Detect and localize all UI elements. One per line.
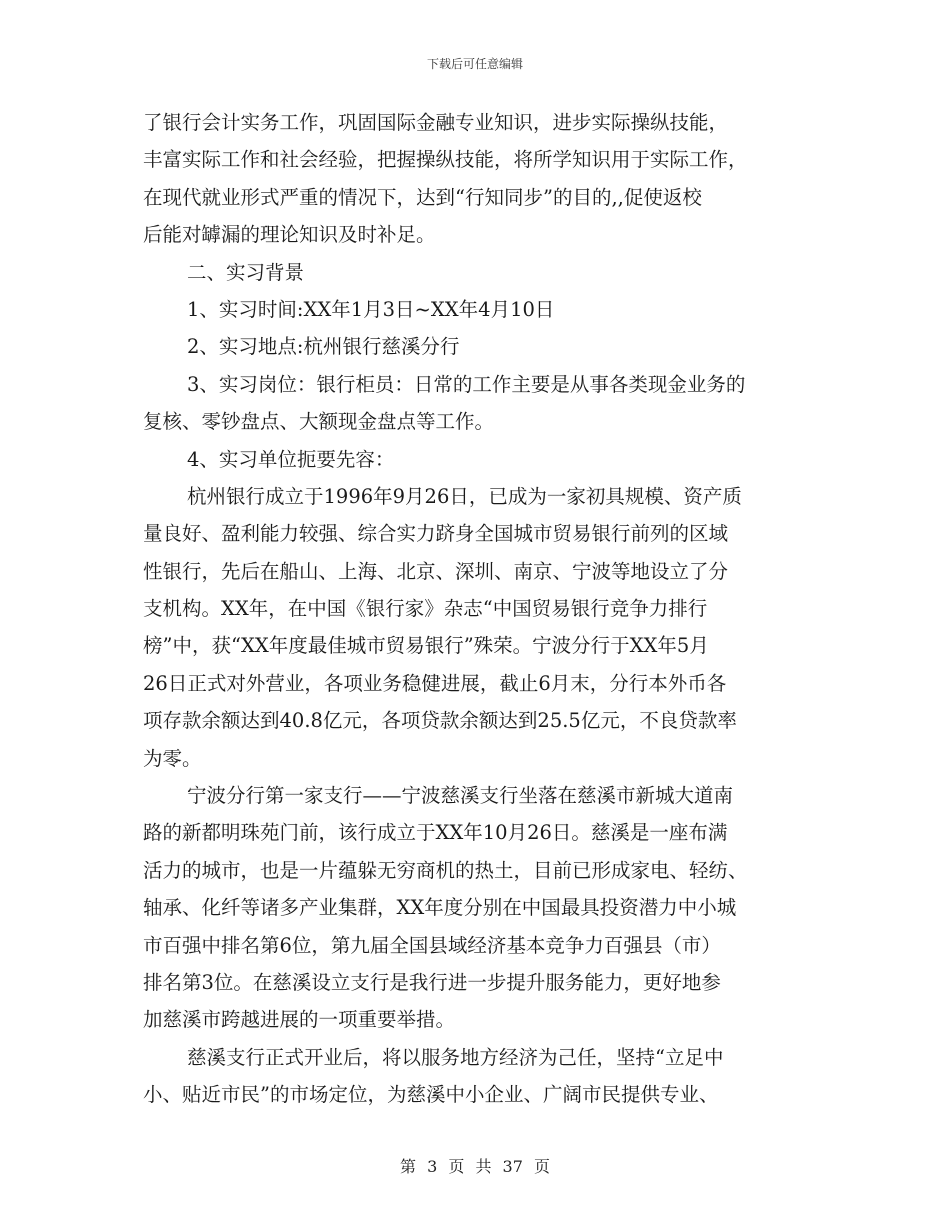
- text-line: 2、实习地点:杭州银行慈溪分行: [187, 335, 460, 359]
- text-line: 路的新都明珠苑门前，该行成立于XX年10月26日。慈溪是一座布满: [143, 821, 728, 845]
- text-line: 复核、零钞盘点、大额现金盘点等工作。: [143, 410, 495, 434]
- page-footer-number: 第 3 页 共 37 页: [400, 1157, 550, 1176]
- text-line: 慈溪支行正式开业后，将以服务地方经济为己任，坚持“立足中: [187, 1045, 724, 1069]
- text-line: 轴承、化纤等诸多产业集群，XX年度分别在中国最具投资潜力中小城: [143, 896, 737, 920]
- text-line: 4、实习单位扼要先容：: [187, 447, 395, 471]
- text-line: 活力的城市，也是一片蕴躲无穷商机的热土，目前已形成家电、轻纺、: [143, 858, 748, 882]
- text-line: 宁波分行第一家支行——宁波慈溪支行坐落在慈溪市新城大道南: [187, 784, 734, 808]
- page-header-note: 下载后可任意编辑: [426, 57, 523, 71]
- text-line: 市百强中排名第6位，第九届全国县域经济基本竞争力百强县（市）: [143, 933, 721, 957]
- text-line: 丰富实际工作和社会经验，把握操纵技能，将所学知识用于实际工作，: [143, 148, 748, 172]
- text-line: 支机构。XX年，在中国《银行家》杂志“中国贸易银行竞争力排行: [143, 597, 708, 621]
- text-line: 加慈溪市跨越进展的一项重要举措。: [143, 1008, 456, 1032]
- document-body: [143, 104, 813, 1114]
- text-line: 3、实习岗位：银行柜员：日常的工作主要是从事各类现金业务的: [187, 372, 746, 396]
- text-line: 榜”中，获“XX年度最佳城市贸易银行”殊荣。宁波分行于XX年5月: [143, 634, 709, 658]
- text-line: 了银行会计实务工作，巩固国际金融专业知识，进步实际操纵技能，: [143, 111, 729, 134]
- text-line: 小、贴近市民”的市场定位，为慈溪中小企业、广阔市民提供专业、: [143, 1083, 719, 1107]
- text-line: 二、实习背景: [187, 260, 305, 284]
- text-line: 26日正式对外营业，各项业务稳健进展，截止6月末，分行本外币各: [143, 671, 727, 695]
- text-line: 杭州银行成立于1996年9月26日，已成为一家初具规模、资产质: [187, 484, 742, 508]
- text-line: 量良好、盈利能力较强、综合实力跻身全国城市贸易银行前列的区域: [143, 522, 729, 546]
- text-line: 项存款余额达到40.8亿元，各项贷款余额达到25.5亿元，不良贷款率: [143, 709, 737, 733]
- text-line: 为零。: [143, 746, 202, 770]
- text-line: 排名第3位。在慈溪设立支行是我行进一步提升服务能力，更好地参: [143, 970, 721, 994]
- text-line: 在现代就业形式严重的情况下，达到“行知同步”的目的,,促使返校: [143, 185, 702, 209]
- text-line: 性银行，先后在船山、上海、北京、深圳、南京、宁波等地设立了分: [143, 559, 729, 583]
- text-line: 1、实习时间:XX年1月3日~XX年4月10日: [187, 297, 555, 321]
- text-line: 后能对罅漏的理论知识及时补足。: [143, 223, 436, 247]
